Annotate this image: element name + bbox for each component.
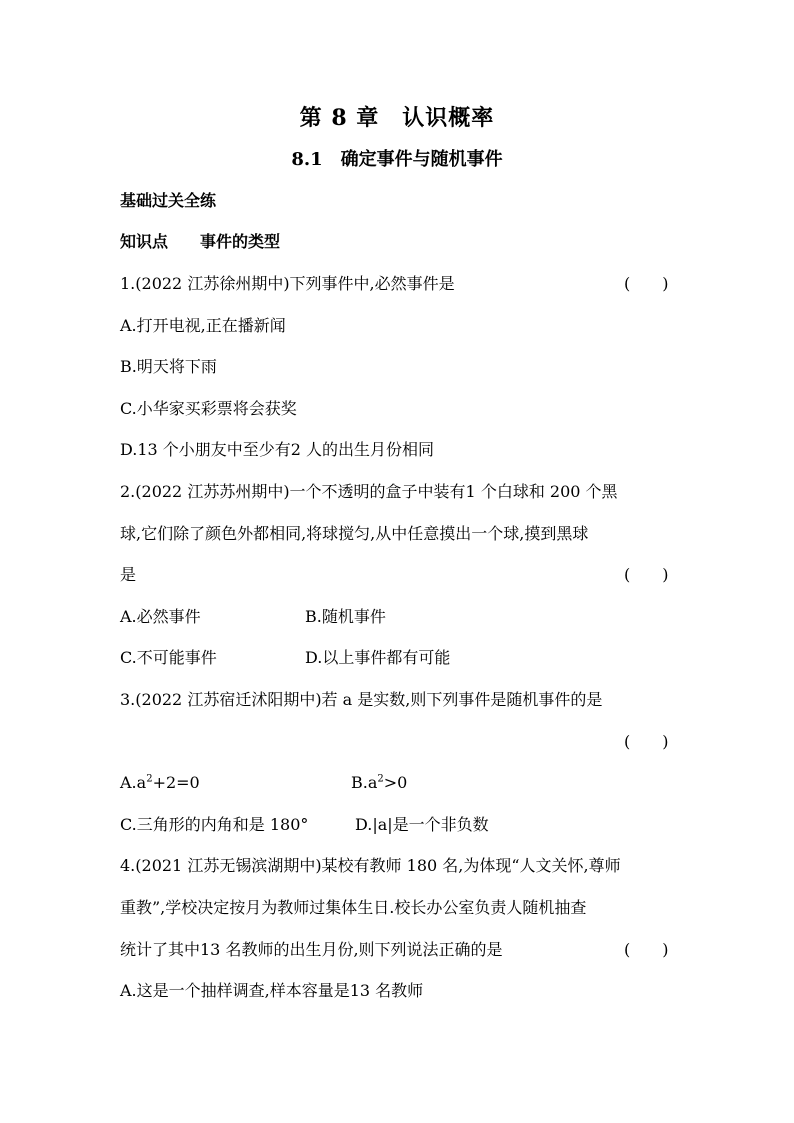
q3-option-a bbox=[120, 773, 200, 793]
q1-option-a: A.打开电视,正在播新闻 bbox=[120, 316, 286, 335]
q1-option-d: D.13 个小朋友中至少有2 人的出生月份相同 bbox=[120, 440, 435, 459]
chapter-title: 第 8 章 认识概率 bbox=[299, 105, 495, 131]
q2-option-c: C.不可能事件 bbox=[120, 648, 217, 667]
q3-option-b-exponent: 2 bbox=[377, 773, 384, 785]
q3-stem: 3.(2022 江苏宿迁沭阳期中)若 a 是实数,则下列事件是随机事件的是 bbox=[120, 690, 603, 709]
q1-option-c: C.小华家买彩票将会获奖 bbox=[120, 399, 297, 418]
q2-stem-line2: 球,它们除了颜色外都相同,将球搅匀,从中任意摸出一个球,摸到黑球 bbox=[120, 524, 589, 543]
q4-stem-line2: 重教”,学校决定按月为教师过集体生日.校长办公室负责人随机抽查 bbox=[120, 898, 587, 917]
q3-option-a-rest: +2=0 bbox=[152, 773, 200, 792]
q1-answer-paren: ( ) bbox=[624, 274, 669, 293]
section-title: 8.1 确定事件与随机事件 bbox=[291, 149, 503, 170]
q3-option-b bbox=[351, 773, 407, 793]
q2-option-a: A.必然事件 bbox=[120, 607, 201, 626]
q3-option-d: D.|a|是一个非负数 bbox=[355, 815, 489, 834]
q1-stem: 1.(2022 江苏徐州期中)下列事件中,必然事件是 bbox=[120, 274, 455, 293]
q2-option-b: B.随机事件 bbox=[305, 607, 386, 626]
q1-option-b: B.明天将下雨 bbox=[120, 357, 217, 376]
practice-heading: 基础过关全练 bbox=[120, 191, 217, 210]
knowledge-point-heading: 知识点 事件的类型 bbox=[120, 232, 281, 251]
q2-option-d: D.以上事件都有可能 bbox=[305, 648, 451, 667]
q3-option-a-base: A.a bbox=[120, 773, 147, 792]
q3-option-b-base: B.a bbox=[351, 773, 378, 792]
q4-stem-line1: 4.(2021 江苏无锡滨湖期中)某校有教师 180 名,为体现“人文关怀,尊师 bbox=[120, 856, 621, 875]
q4-option-a: A.这是一个抽样调查,样本容量是13 名教师 bbox=[120, 981, 424, 1000]
q3-option-a-exponent: 2 bbox=[146, 773, 153, 785]
q2-answer-paren: ( ) bbox=[624, 565, 669, 584]
q2-stem-line3: 是 bbox=[120, 565, 137, 584]
q3-answer-paren: ( ) bbox=[624, 732, 669, 751]
q4-stem-line3: 统计了其中13 名教师的出生月份,则下列说法正确的是 bbox=[120, 940, 503, 959]
q3-option-c: C.三角形的内角和是 180° bbox=[120, 815, 309, 834]
q3-option-b-rest: >0 bbox=[383, 773, 408, 792]
q4-answer-paren: ( ) bbox=[624, 940, 669, 959]
q2-stem-line1: 2.(2022 江苏苏州期中)一个不透明的盒子中装有1 个白球和 200 个黑 bbox=[120, 482, 618, 501]
